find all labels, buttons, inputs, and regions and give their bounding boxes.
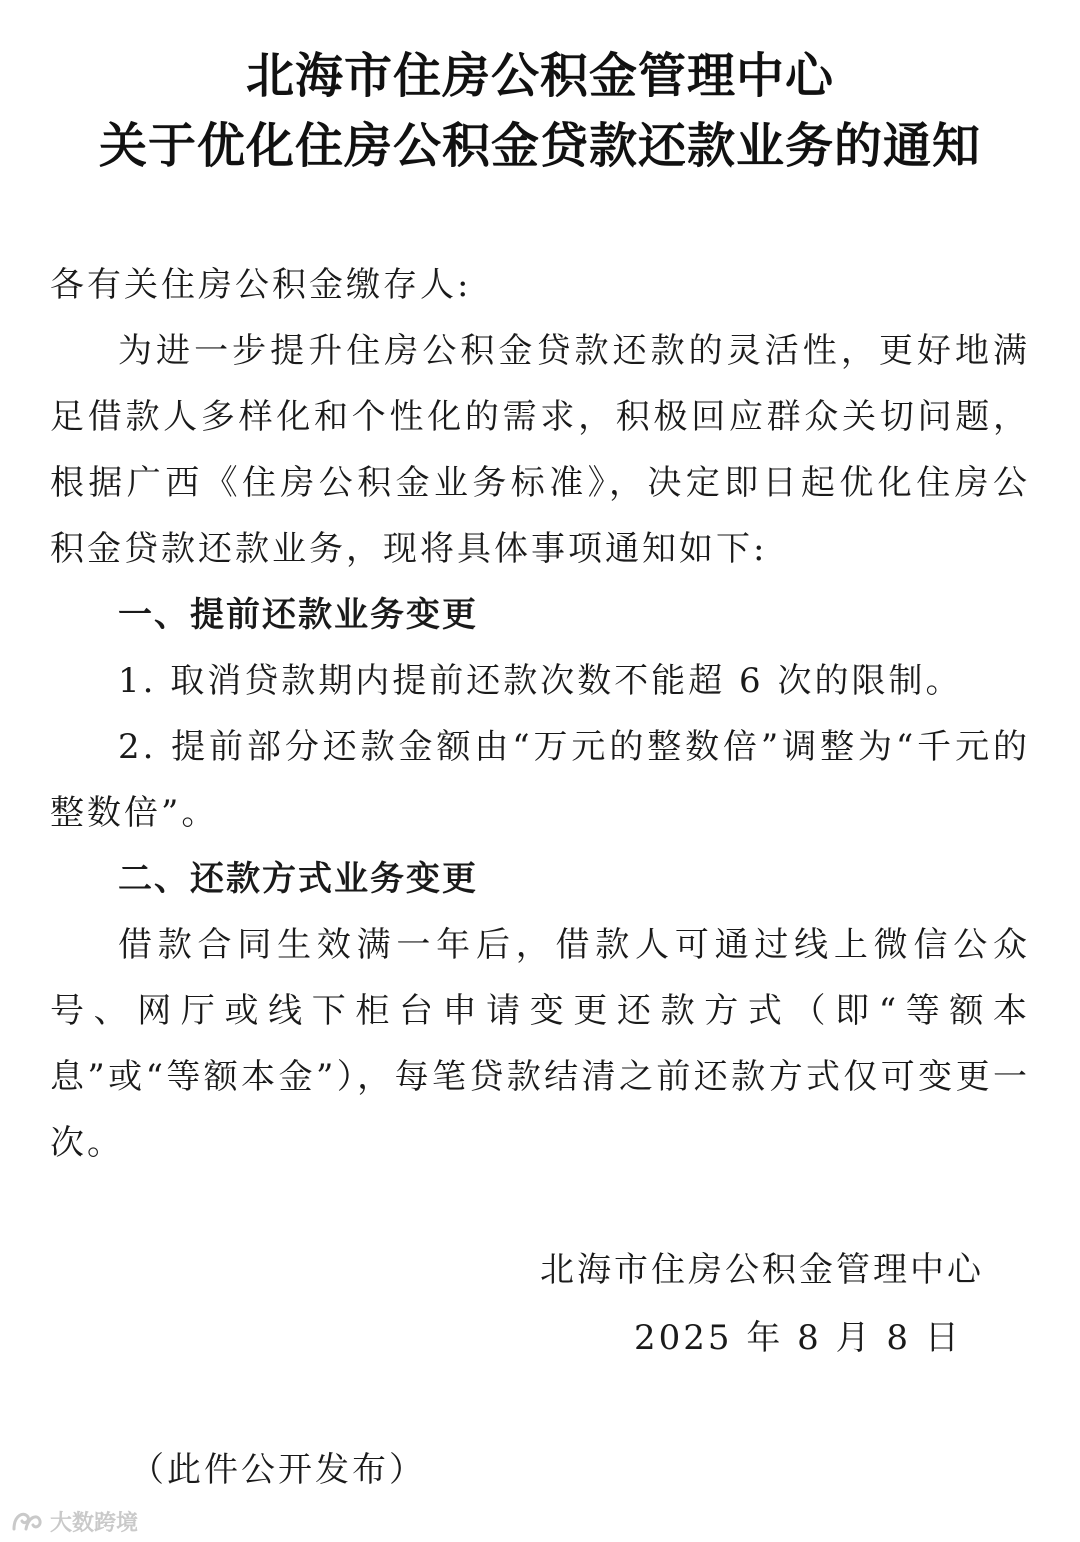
- section-1-item-2: 2. 提前部分还款金额由“万元的整数倍”调整为“千元的整数倍”。: [50, 727, 1030, 833]
- brand-logo-icon: [10, 1507, 44, 1535]
- notice-title-line-2: 关于优化住房公积金贷款还款业务的通知: [98, 118, 981, 174]
- publish-note: （此件公开发布）: [130, 1450, 426, 1490]
- signature-organization: 北海市住房公积金管理中心: [540, 1250, 984, 1290]
- intro-paragraph: 为进一步提升住房公积金贷款还款的灵活性，更好地满足借款人多样化和个性化的需求，积极回应群众关切问题，根据广西《住房公积金业务标准》，决定即日起优化住房公积金贷款还款业务，现将具体事项通知如下:: [50, 331, 1030, 569]
- section-1-heading: 一、提前还款业务变更: [118, 595, 478, 635]
- section-2-paragraph: 借款合同生效满一年后，借款人可通过线上微信公众号、网厅或线下柜台申请变更还款方式（即“等额本息”或“等额本金”），每笔贷款结清之前还款方式仅可变更一次。: [50, 925, 1030, 1163]
- signature-date: 2025 年 8 月 8 日: [634, 1318, 962, 1358]
- salutation: 各有关住房公积金缴存人:: [50, 265, 472, 305]
- watermark: [10, 1504, 138, 1538]
- notice-title-line-1: 北海市住房公积金管理中心: [245, 48, 834, 104]
- section-1-item-1: 1. 取消贷款期内提前还款次数不能超 6 次的限制。: [118, 661, 963, 701]
- section-2-heading: 二、还款方式业务变更: [118, 859, 478, 899]
- watermark-text: 大数跨境: [50, 1510, 139, 1536]
